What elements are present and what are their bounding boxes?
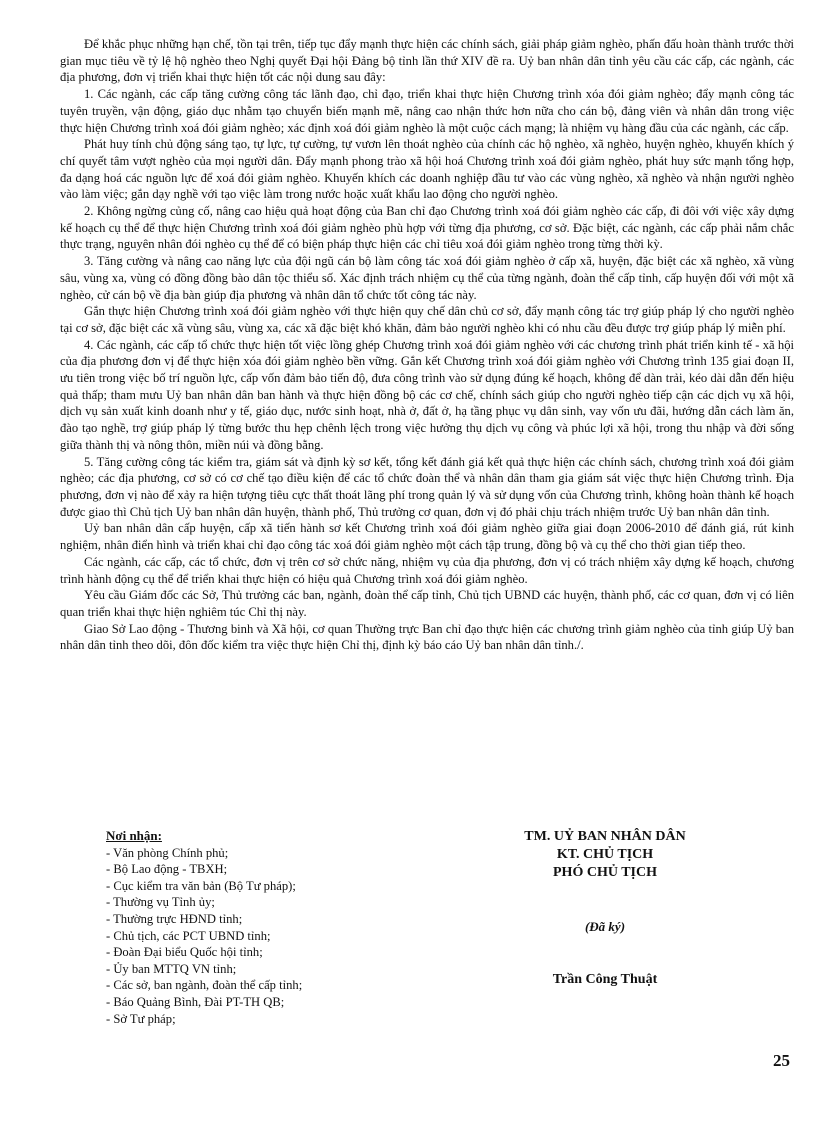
recipient-item: - Chủ tịch, các PCT UBND tỉnh; — [106, 928, 271, 943]
recipient-item: - Ủy ban MTTQ VN tỉnh; — [106, 961, 237, 976]
recipients-heading: Nơi nhận: — [106, 828, 162, 843]
body-paragraph: Để khắc phục những hạn chế, tồn tại trên, tiếp tục đẩy mạnh thực hiện các chính sách, giải pháp giảm nghèo, phấn đấu hoàn thành trước thời gian mục tiêu về tỷ lệ hộ nghèo theo Nghị quyết Đại hội Đảng bộ tỉnh lần thứ XIV đề ra. Uỷ ban nhân dân tỉnh yêu cầu các cấp, các ngành, các địa phương, đơn vị triển khai thực hiện tốt các nội dung sau đây: — [60, 37, 794, 85]
recipient-item: - Báo Quảng Bình, Đài PT-TH QB; — [106, 994, 285, 1009]
recipient-item: - Văn phòng Chính phủ; — [106, 845, 229, 860]
body-paragraph: Gắn thực hiện Chương trình xoá đói giảm nghèo với thực hiện quy chế dân chủ cơ sở, đẩy mạnh công tác trợ giúp pháp lý cho người nghèo tại cơ sở, đặc biệt các xã vùng sâu, vùng xa, các xã đặc biệt khó khăn, đảm bảo người nghèo khi có nhu cầu đều được trợ giúp pháp lý miễn phí. — [60, 304, 794, 335]
body-paragraph: 3. Tăng cường và nâng cao năng lực của đội ngũ cán bộ làm công tác xoá đói giảm nghèo ở cấp xã, huyện, đặc biệt các xã nghèo, xã vùng sâu, vùng xa, vùng có đồng đồng bào dân tộc thiểu số. Xác định trách nhiệm cụ thể của từng ngành, đoàn thể cấp tỉnh, cấp huyện đối với một xã nghèo, cử cán bộ về địa bàn giúp địa phương và nhân dân tổ chức tốt công tác này. — [60, 254, 794, 302]
body-paragraph: 4. Các ngành, các cấp tổ chức thực hiện tốt việc lồng ghép Chương trình xoá đói giảm nghèo với các chương trình phát triển kinh tế - xã hội của địa phương đơn vị để thực hiện xóa đói giảm nghèo bền vững. Gắn kết Chương trình xoá đói giảm nghèo với Chương trình 135 giai đoạn II, ưu tiên trong việc bố trí nguồn lực, cấp vốn đảm bảo tiến độ, đưa công trình vào sử dụng đúng kế hoạch, không để dàn trải, kéo dài dẫn đến hiệu quả thấp; tham mưu Uỷ ban nhân dân ban hành và thực hiện đồng bộ các cơ chế, chính sách giúp cho người nghèo tiếp cận các dịch vụ xã hội, dịch vụ sản xuất kinh doanh như y tế, giáo dục, nước sinh hoạt, nhà ở, đất ở, hạ tầng phục vụ dân sinh, vay vốn ưu đãi, hướng dẫn cách làm ăn, đào tạo nghề, trợ giúp pháp lý từng bước thu hẹp chênh lệch trong việc hưởng thụ dịch vụ công và phúc lợi xã hội, trong thu nhập và đời sống giữa thành thị và nông thôn, miền núi và đồng bằng. — [60, 337, 794, 452]
signer-name: Trần Công Thuật — [552, 972, 658, 987]
page-number: 25 — [773, 1051, 790, 1070]
body-paragraph: 1. Các ngành, các cấp tăng cường công tác lãnh đạo, chỉ đạo, triển khai thực hiện Chương trình xóa đói giảm nghèo; đẩy mạnh công tác tuyên truyền, vận động, giáo dục nhằm tạo chuyển biến mạnh mẽ, nâng cao nhận thức hơn nữa cho cán bộ, đảng viên và nhân dân trong việc thực hiện Chương trình xoá đói giảm nghèo; xác định xoá đói giảm nghèo là một cuộc cách mạng; là nhiệm vụ hàng đầu của các ngành, các cấp. — [60, 87, 794, 135]
recipient-item: - Các sở, ban ngành, đoàn thể cấp tỉnh; — [106, 978, 303, 993]
signer-block — [440, 828, 770, 987]
body-paragraph: Phát huy tính chủ động sáng tạo, tự lực, tự cường, tự vươn lên thoát nghèo của chính các hộ nghèo, xã nghèo, huyện nghèo, khuyến khích ý chí quyết tâm vượt nghèo của mọi người dân. Đẩy mạnh phong trào xã hội hoá Chương trình xoá đói giảm nghèo, phát huy sức mạnh tổng hợp, đa dạng hoá các nguồn lực để xoá đói giảm nghèo. Khuyến khích các doanh nghiệp đầu tư vào các vùng nghèo, xã nghèo và nhận người nghèo vào làm việc; gắn dạy nghề với tạo việc làm trong nước hoặc xuất khẩu lao động cho người nghèo. — [60, 137, 794, 202]
signer-org: TM. UỶ BAN NHÂN DÂN — [524, 829, 686, 844]
body-paragraph: Các ngành, các cấp, các tổ chức, đơn vị trên cơ sở chức năng, nhiệm vụ của địa phương, đơn vị có trách nhiệm xây dựng kế hoạch, chương trình hành động cụ thể để triển khai thực hiện có hiệu quả Chương trình xoá đói giảm nghèo. — [60, 554, 794, 586]
body-paragraph: Yêu cầu Giám đốc các Sở, Thủ trưởng các ban, ngành, đoàn thể cấp tỉnh, Chủ tịch UBND các huyện, thành phố, các cơ quan, đơn vị có liên quan triển khai thực hiện nghiêm túc Chỉ thị này. — [60, 588, 794, 619]
document-body — [60, 36, 794, 654]
recipient-item: - Sở Tư pháp; — [106, 1011, 176, 1026]
recipient-item: - Thường trực HĐND tỉnh; — [106, 911, 243, 926]
recipient-item: - Bộ Lao động - TBXH; — [106, 862, 228, 877]
recipient-item: - Thường vụ Tỉnh ủy; — [106, 895, 215, 910]
recipients-list — [106, 828, 406, 1027]
signature-block — [60, 828, 794, 1048]
recipient-item: - Đoàn Đại biểu Quốc hội tỉnh; — [106, 945, 263, 960]
body-paragraph: Uỷ ban nhân dân cấp huyện, cấp xã tiến hành sơ kết Chương trình xoá đói giảm nghèo giữa giai đoạn 2006-2010 để đánh giá, rút kinh nghiệm, nhân điển hình và triển khai chỉ đạo công tác xoá đói giảm nghèo một cách tập trung, đồng bộ và cụ thể cho thời gian tiếp theo. — [60, 521, 794, 553]
recipient-item: - Cục kiểm tra văn bản (Bộ Tư pháp); — [106, 878, 296, 893]
signed-note: (Đã ký) — [584, 919, 626, 934]
body-paragraph: 2. Không ngừng củng cố, nâng cao hiệu quả hoạt động của Ban chỉ đạo Chương trình xoá đói giảm nghèo các cấp, đi đôi với việc xây dựng kế hoạch cụ thể để thực hiện Chương trình xoá đói giảm nghèo phù hợp với từng địa phương, cơ sở. Đặc biệt, các ngành, các cấp phải nắm chắc thực trạng, nguyên nhân đói nghèo cụ thể để có biện pháp thực hiện các chỉ tiêu xoá đói giảm nghèo trong từng thời kỳ. — [60, 204, 794, 252]
signer-title: PHÓ CHỦ TỊCH — [553, 865, 657, 880]
signer-authority: KT. CHỦ TỊCH — [556, 847, 654, 862]
body-paragraph: Giao Sở Lao động - Thương binh và Xã hội, cơ quan Thường trực Ban chỉ đạo thực hiện các chương trình giảm nghèo của tỉnh giúp Uỷ ban nhân dân tỉnh theo dõi, đôn đốc kiểm tra việc thực hiện Chỉ thị, định kỳ báo cáo Uỷ ban nhân dân tỉnh./. — [60, 621, 794, 653]
body-paragraph: 5. Tăng cường công tác kiểm tra, giám sát và định kỳ sơ kết, tổng kết đánh giá kết quả thực hiện các chính sách, chương trình xoá đói giảm nghèo; các địa phương, cơ sở có cơ chế tạo điều kiện để các tổ chức đoàn thể và nhân dân tham gia giám sát việc thực hiện Chương trình. Địa phương, đơn vị nào để xảy ra hiện tượng tiêu cực thất thoát lãng phí trong quản lý và sử dụng vốn của Chương trình, không hoàn thành kế hoạch được giao thì Chủ tịch Uỷ ban nhân dân huyện, thành phố, Thủ trưởng cơ quan, đơn vị đó phải chịu trách nhiệm trước Uỷ ban nhân dân tỉnh. — [60, 454, 794, 519]
